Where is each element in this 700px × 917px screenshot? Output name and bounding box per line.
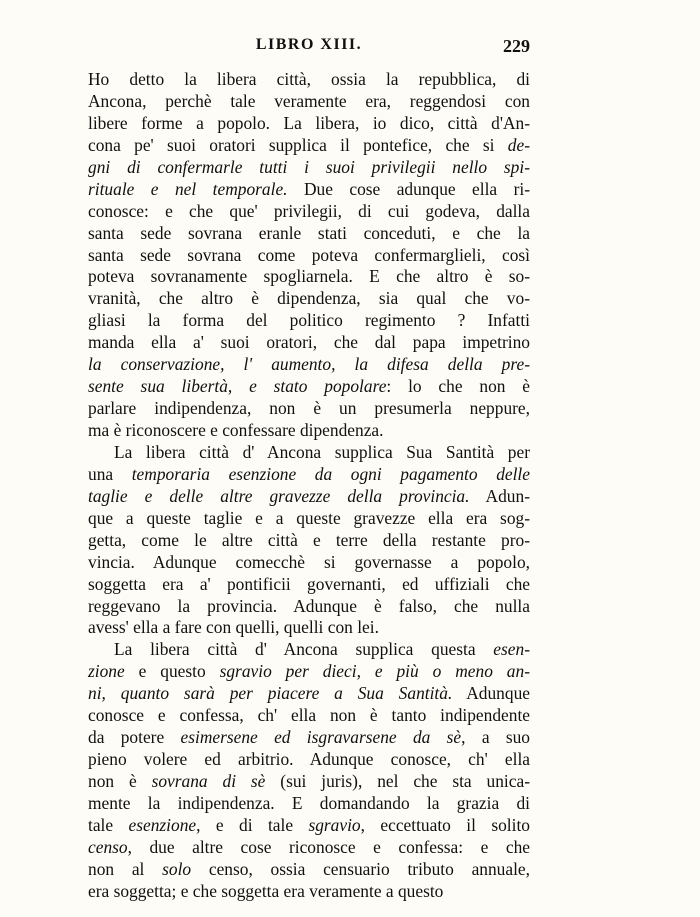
italic-text: zione (88, 661, 125, 682)
paragraph (88, 639, 530, 902)
text-segment: libere forme a popolo. La libera, io dico, città d'An- (88, 112, 530, 133)
text-segment: gliasi la forma del politico regimento ? Infatti (88, 310, 530, 331)
text-segment: , due altre cose riconosce e confessa: e che (127, 836, 530, 857)
text-segment: Ho detto la libera città, ossia la repubblica, di (88, 69, 530, 89)
text-line (88, 508, 530, 530)
text-line (88, 705, 530, 727)
text-line (88, 793, 530, 815)
text-line (88, 288, 530, 310)
text-segment: manda ella a' suoi oratori, che dal papa impetrino (88, 332, 530, 353)
text-segment: La libera città d' Ancona supplica questa (114, 639, 494, 660)
text-segment: , eccettuato il solito (360, 814, 530, 835)
text-line (88, 661, 530, 683)
text-line (88, 464, 530, 486)
text-line (88, 881, 530, 903)
text-line (88, 859, 530, 881)
text-segment: conosce: e che que' privilegii, di cui godeva, dalla (88, 200, 530, 221)
text-segment: avess' ella a fare con quelli, quelli con lei. (88, 617, 379, 638)
text-line (88, 332, 530, 354)
text-line (88, 727, 530, 749)
italic-text: sgravio (308, 814, 361, 835)
text-segment: ma è riconoscere e confessare dipendenza. (88, 420, 384, 440)
text-segment: conosce e confessa, ch' ella non è tanto indipendente (88, 705, 530, 726)
text-line (88, 157, 530, 179)
italic-text: esimersene ed isgravarsene da sè (180, 727, 462, 748)
text-segment: soggetta era a' pontificii governanti, ed uffiziali che (88, 573, 530, 594)
text-line (88, 574, 530, 596)
text-segment: vincia. Adunque comecchè si governasse a popolo, (88, 551, 530, 572)
running-head: LIBRO XIII. (255, 36, 363, 53)
text-segment: santa sede sovrana come poteva confermarglieli, così (88, 244, 530, 265)
text-line (88, 530, 530, 552)
page-number: 229 (503, 36, 530, 56)
text-segment: Adun- (469, 485, 530, 506)
text-segment: cona pe' suoi oratori supplica il pontefice, che si (88, 134, 508, 155)
italic-text: la conservazione, l' aumento, la difesa della pre- (88, 354, 530, 375)
text-line (88, 398, 530, 420)
italic-text: temporaria esenzione da ogni pagamento delle (131, 463, 530, 484)
text-line (88, 113, 530, 135)
italic-text: censo (88, 836, 128, 857)
paragraph (88, 69, 530, 442)
text-segment: La libera città d' Ancona supplica Sua Santità per (114, 441, 530, 462)
text-segment: e questo (124, 661, 220, 682)
paragraph (88, 442, 530, 639)
text-segment: poteva sovranamente spogliarnela. E che altro è so- (88, 266, 530, 287)
text-segment: parlare indipendenza, non è un presumerla neppure, (88, 398, 530, 419)
text-segment: : lo che non è (386, 376, 531, 397)
text-segment: censo, ossia censuario tributo annuale, (191, 858, 530, 879)
italic-text: esenzione (128, 814, 197, 835)
text-segment: Ancona, perchè tale veramente era, reggendosi con (88, 90, 530, 111)
text-segment: da potere (88, 727, 181, 748)
text-line (88, 266, 530, 288)
italic-text: de- (507, 134, 530, 155)
text-body (88, 69, 530, 903)
text-segment: non è (88, 771, 152, 791)
italic-text: esen- (493, 639, 530, 660)
italic-text: taglie e delle altre gravezze della provincia. (88, 485, 470, 506)
text-segment: una (88, 463, 132, 484)
text-segment: getta, come le altre città e terre della restante pro- (88, 529, 530, 550)
text-segment: Due cose adunque ella ri- (287, 178, 530, 199)
text-segment: , e di tale (196, 814, 309, 835)
text-line (88, 837, 530, 859)
page-header (88, 36, 530, 60)
text-line (88, 354, 530, 376)
text-segment: , a suo (461, 727, 531, 748)
text-line (88, 486, 530, 508)
text-line (88, 683, 530, 705)
text-line (88, 596, 530, 618)
text-line (88, 639, 530, 661)
text-segment: Adunque (452, 683, 530, 704)
text-line (88, 245, 530, 267)
text-line (88, 617, 530, 639)
text-line (88, 749, 530, 771)
text-line (88, 552, 530, 574)
text-segment: vranità, che altro è dipendenza, sia qual che vo- (88, 288, 530, 309)
text-segment: que a queste taglie e a queste gravezze ella era sog- (88, 507, 530, 528)
text-line (88, 376, 530, 398)
text-segment: reggevano la provincia. Adunque è falso, che nulla (88, 595, 530, 616)
text-segment: (sui juris), nel che sta unica- (265, 771, 530, 791)
text-line (88, 179, 530, 201)
italic-text: gni di confermarle tutti i suoi privilegii nello spi- (88, 156, 530, 177)
italic-text: sente sua libertà, e stato popolare (88, 376, 387, 397)
text-segment: non al (88, 858, 163, 879)
italic-text: rituale e nel temporale. (88, 178, 288, 199)
text-line (88, 69, 530, 91)
text-line (88, 771, 530, 793)
italic-text: ni, quanto sarà per piacere a Sua Santità. (88, 683, 453, 704)
text-line (88, 135, 530, 157)
text-segment: mente la indipendenza. E domandando la grazia di (88, 792, 530, 813)
italic-text: sgravio per dieci, e più o meno an- (219, 661, 530, 682)
text-segment: pieno volere ed arbitrio. Adunque conosce, ch' ella (88, 749, 530, 770)
text-line (88, 91, 530, 113)
text-segment: tale (88, 814, 129, 835)
text-line (88, 201, 530, 223)
italic-text: sovrana di sè (151, 771, 266, 791)
text-line (88, 815, 530, 837)
text-segment: santa sede sovrana eranle stati conceduti, e che la (88, 222, 530, 243)
text-line (88, 223, 530, 245)
text-line (88, 442, 530, 464)
text-line (88, 310, 530, 332)
text-line (88, 420, 530, 442)
text-segment: era soggetta; e che soggetta era veramente a questo (88, 880, 444, 901)
italic-text: solo (162, 858, 192, 879)
